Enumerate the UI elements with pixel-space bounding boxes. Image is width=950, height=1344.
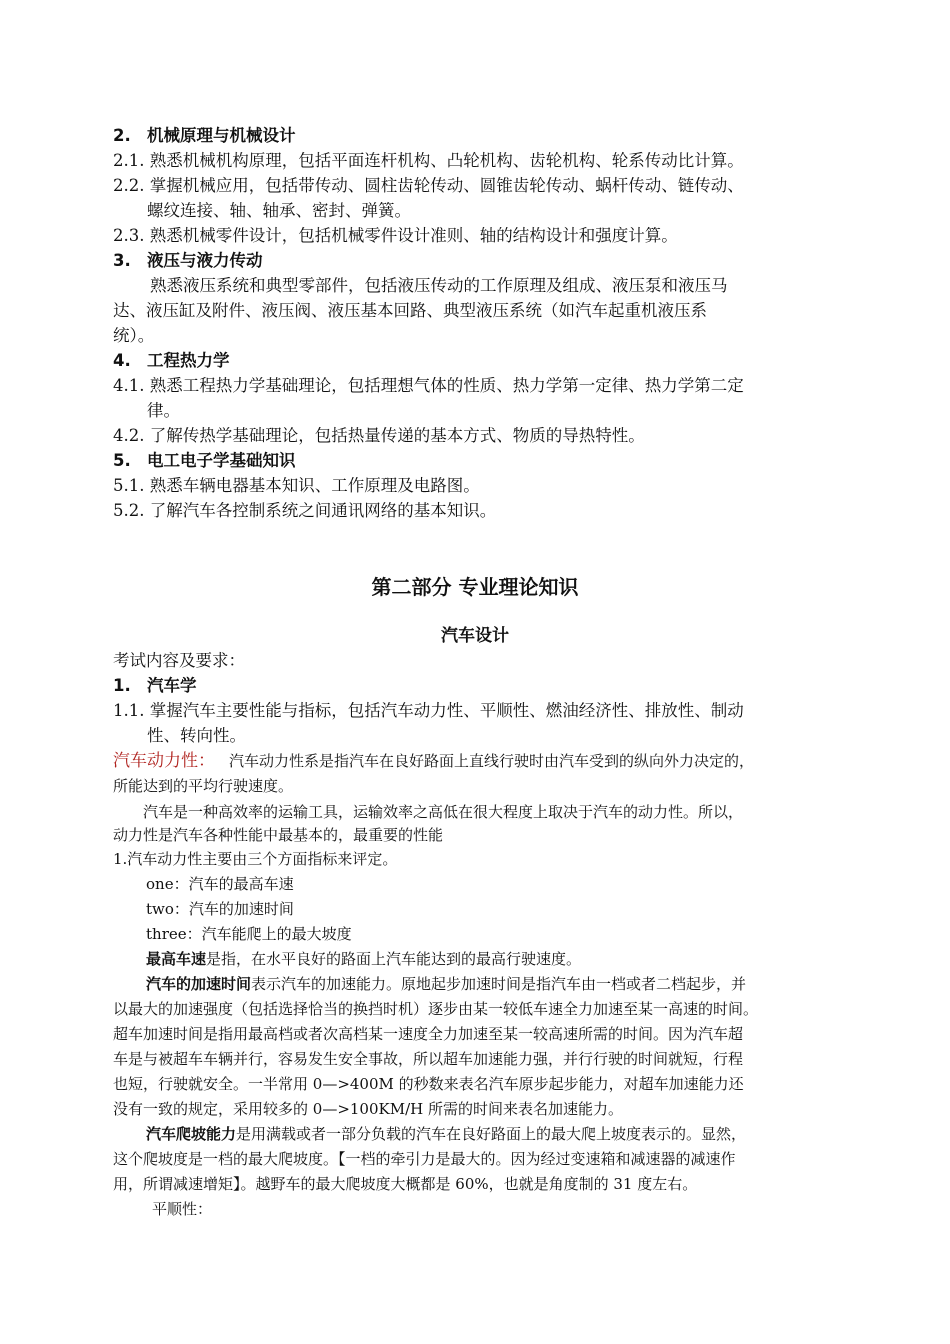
indicator-three: three：汽车能爬上的最大坡度 <box>146 925 352 943</box>
item-4-1-cont: 律。 <box>147 401 180 420</box>
item-2-2-cont: 螺纹连接、轴、轴承、密封、弹簧。 <box>147 201 411 220</box>
item-5-2: 5.2. 了解汽车各控制系统之间通讯网络的基本知识。 <box>113 501 497 520</box>
item-2-1: 2.1. 熟悉机械机构原理，包括平面连杆机构、凸轮机构、齿轮机构、轮系传动比计算。 <box>113 151 744 170</box>
subject-heading: 汽车设计 <box>441 626 509 646</box>
item-5-1: 5.1. 熟悉车辆电器基本知识、工作原理及电路图。 <box>113 476 480 495</box>
dynamics-label: 汽车动力性： <box>113 751 215 771</box>
section-5-heading: 5. 电工电子学基础知识 <box>113 451 296 470</box>
item-1-1: 1.1. 掌握汽车主要性能与指标，包括汽车动力性、平顺性、燃油经济性、排放性、制动 <box>113 701 744 720</box>
ride-comfort-heading: 平顺性： <box>152 1200 213 1218</box>
exam-intro: 考试内容及要求： <box>113 651 245 670</box>
efficiency-line1: 汽车是一种高效率的运输工具，运输效率之高低在很大程度上取决于汽车的动力性。所以， <box>143 803 744 821</box>
evaluation-line: 1.汽车动力性主要由三个方面指标来评定。 <box>113 850 398 868</box>
item-2-3: 2.3. 熟悉机械零件设计，包括机械零件设计准则、轴的结构设计和强度计算。 <box>113 226 678 245</box>
indicator-one: one：汽车的最高车速 <box>146 875 294 893</box>
climb-line3: 用，所谓减速增矩】。越野车的最大爬坡度大概都是 60%，也就是角度制的 31 度左右。 <box>113 1175 698 1193</box>
item-2-2: 2.2. 掌握机械应用，包括带传动、圆柱齿轮传动、圆锥齿轮传动、蜗杆传动、链传动、 <box>113 176 744 195</box>
accel-line3: 超车加速时间是指用最高档或者次高档某一速度全力加速至某一较高速所需的时间。因为汽车超 <box>113 1025 744 1043</box>
efficiency-line2: 动力性是汽车各种性能中最基本的，最重要的性能 <box>113 826 444 844</box>
accel-line2: 以最大的加速强度（包括选择恰当的换挡时机）逐步由某一较低车速全力加速至某一高速的时间。 <box>113 1000 759 1018</box>
accel-line1: 汽车的加速时间表示汽车的加速能力。原地起步加速时间是指汽车由一档或者二档起步，并 <box>146 975 747 993</box>
section-3-para-line2: 达、液压缸及附件、液压阀、液压基本回路、典型液压系统（如汽车起重机液压系 <box>113 301 707 320</box>
max-speed-line: 最高车速是指，在水平良好的路面上汽车能达到的最高行驶速度。 <box>146 950 582 968</box>
indicator-two: two：汽车的加速时间 <box>146 900 294 918</box>
dynamics-definition-line1: 汽车动力性： 汽车动力性系是指汽车在良好路面上直线行驶时由汽车受到的纵向外力决定的， <box>113 751 755 771</box>
section-4-heading: 4. 工程热力学 <box>113 351 230 370</box>
climb-line2: 这个爬坡度是一档的最大爬坡度。【一档的牵引力是最大的。因为经过变速箱和减速器的减速作 <box>113 1150 736 1168</box>
section-3-para-line1: 熟悉液压系统和典型零部件，包括液压传动的工作原理及组成、液压泵和液压马 <box>150 276 728 295</box>
section-3-para-line3: 统）。 <box>113 326 155 345</box>
section-3-heading: 3. 液压与液力传动 <box>113 251 263 270</box>
chapter-1-heading: 1. 汽车学 <box>113 676 197 695</box>
item-4-2: 4.2. 了解传热学基础理论，包括热量传递的基本方式、物质的导热特性。 <box>113 426 645 445</box>
dynamics-definition-line2: 所能达到的平均行驶速度。 <box>113 777 294 795</box>
climb-line1: 汽车爬坡能力是用满载或者一部分负载的汽车在良好路面上的最大爬上坡度表示的。显然， <box>146 1125 747 1143</box>
accel-line6: 没有一致的规定，采用较多的 0—>100KM/H 所需的时间来表名加速能力。 <box>113 1100 623 1118</box>
item-4-1: 4.1. 熟悉工程热力学基础理论，包括理想气体的性质、热力学第一定律、热力学第二定 <box>113 376 744 395</box>
accel-line4: 车是与被超车车辆并行，容易发生安全事故，所以超车加速能力强，并行行驶的时间就短，行程 <box>113 1050 744 1068</box>
item-1-1-cont: 性、转向性。 <box>147 726 246 745</box>
section-2-heading: 2. 机械原理与机械设计 <box>113 126 296 145</box>
part-two-heading: 第二部分 专业理论知识 <box>371 575 579 599</box>
accel-line5: 也短，行驶就安全。一半常用 0—>400M 的秒数来表名汽车原步起步能力，对超车加速能力还 <box>113 1075 744 1093</box>
